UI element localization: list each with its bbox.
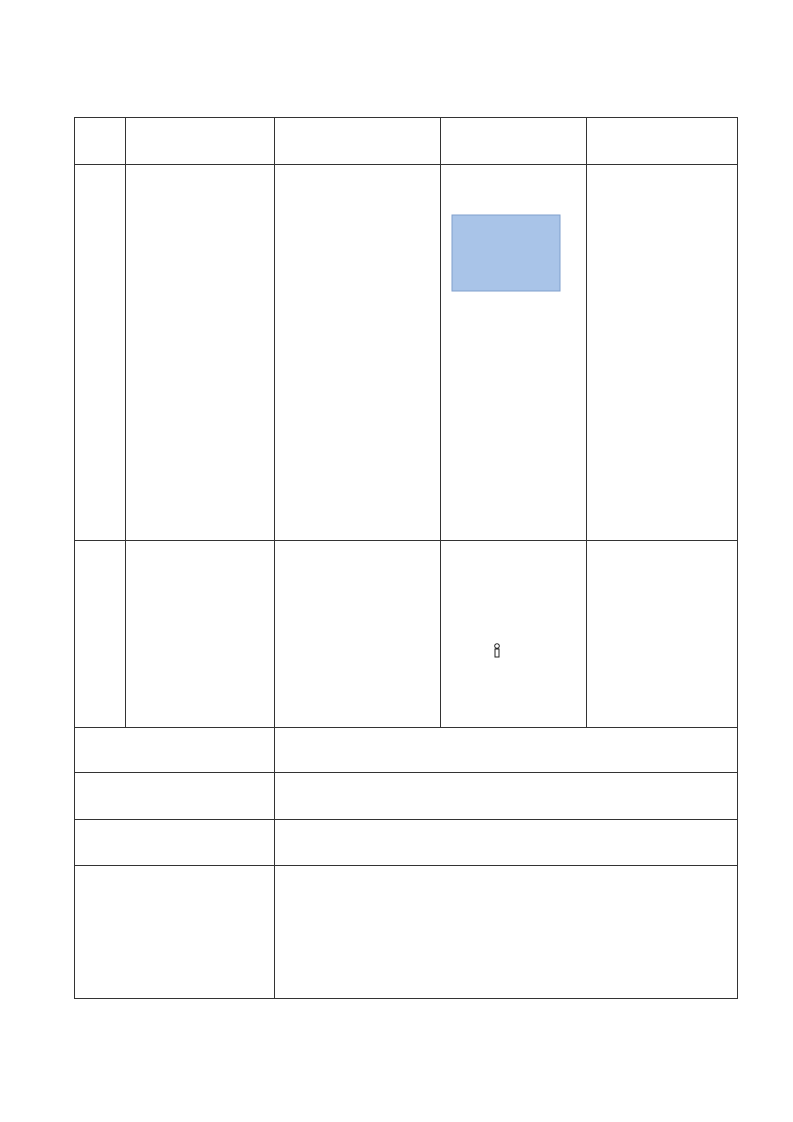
header-adjustment bbox=[587, 118, 738, 165]
reference-label bbox=[75, 820, 275, 866]
header-content bbox=[126, 118, 275, 165]
end-activity-cell bbox=[275, 541, 441, 728]
end-section-row bbox=[75, 541, 738, 728]
end-content-cell bbox=[126, 541, 275, 728]
teacher-figure bbox=[495, 644, 500, 657]
header-activity bbox=[275, 118, 441, 165]
end-organization-cell bbox=[441, 541, 587, 728]
venue-value bbox=[275, 728, 738, 773]
load-value bbox=[275, 773, 738, 820]
end-adjust-cell bbox=[587, 541, 738, 728]
lesson-plan-table bbox=[74, 117, 737, 1000]
load-row bbox=[75, 773, 738, 820]
basic-content-cell bbox=[126, 165, 275, 541]
venue-label bbox=[75, 728, 275, 773]
basic-activity-cell bbox=[275, 165, 441, 541]
table-header-row bbox=[75, 118, 738, 165]
reflection-row bbox=[75, 866, 738, 999]
load-label bbox=[75, 773, 275, 820]
end-stage-cell bbox=[75, 541, 126, 728]
basic-stage-cell bbox=[75, 165, 126, 541]
basic-adjust-cell bbox=[587, 165, 738, 541]
assembly-formation-diagram bbox=[449, 577, 559, 667]
reference-value bbox=[275, 820, 738, 866]
duck-hunt-field-diagram bbox=[448, 195, 568, 310]
reference-row bbox=[75, 820, 738, 866]
reflection-label bbox=[75, 866, 275, 999]
venue-row bbox=[75, 728, 738, 773]
header-process bbox=[75, 118, 126, 165]
playing-field bbox=[452, 215, 560, 291]
basic-section-row bbox=[75, 165, 738, 541]
reflection-content bbox=[275, 866, 738, 999]
header-organization bbox=[441, 118, 587, 165]
basic-organization-cell bbox=[441, 165, 587, 541]
